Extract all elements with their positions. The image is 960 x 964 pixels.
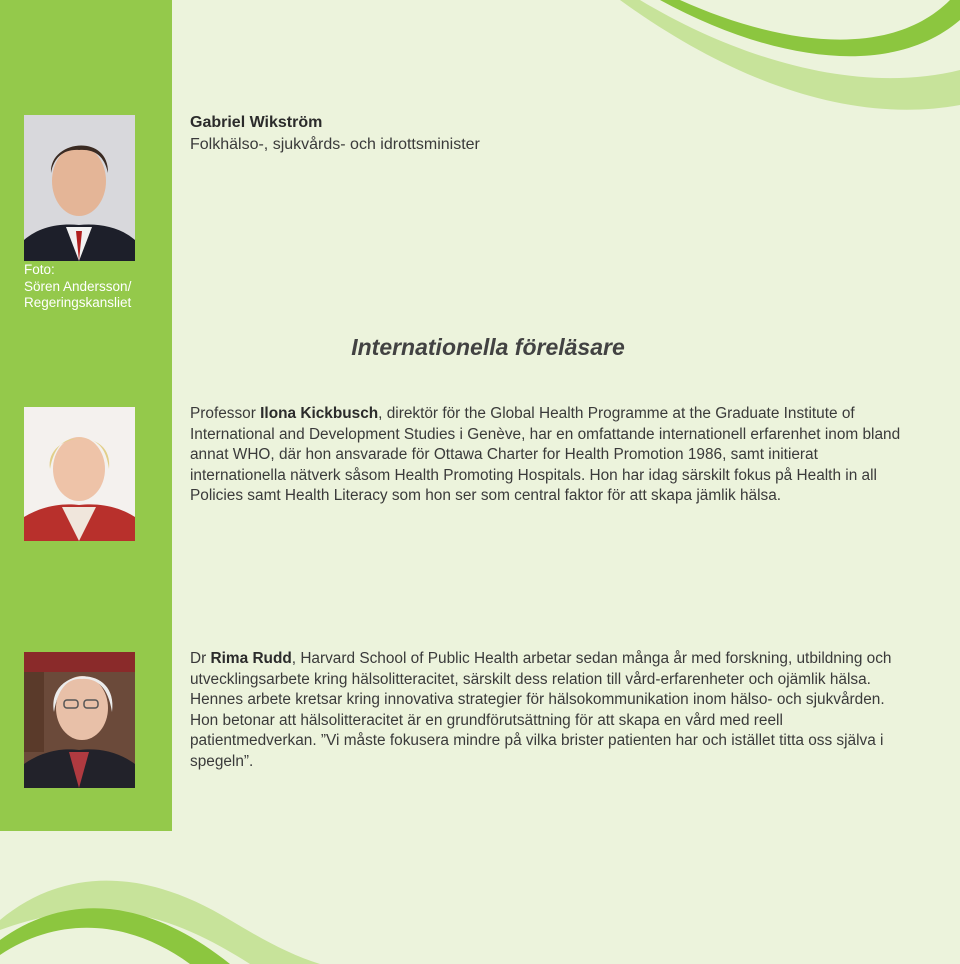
speaker-bio-rudd bbox=[190, 649, 902, 772]
speaker-prefix: Dr bbox=[190, 650, 211, 667]
speaker-prefix: Professor bbox=[190, 405, 261, 422]
speaker-bio-text: , Harvard School of Public Health arbetar sedan många år med forskning, utbildning och utvecklingsarbete kring hälsolitteracitet, särskilt dess relation till vård-erfarenheter och ojämlik hälsa. Hennes arbete kretsar kring innovativa strategier för hälsokommunikation inom hälso- och sjukvården. Hon betonar att hälsolitteracitet är en grundförutsättning för att skapa en vård med reell patientmedverkan. ”Vi måste fokusera mindre på vilka brister patienten har och istället titta oss själva i spegeln”. bbox=[190, 650, 892, 770]
speaker-name: Ilona Kickbusch bbox=[260, 405, 379, 422]
speaker-bio-text: , direktör för the Global Health Programme at the Graduate Institute of International and Development Studies i Genève, har en omfattande internationell erfarenhet inom bland annat WHO, där hon ansvarade för Ottawa Charter for Health Promotion 1986, samt initierat internationella nätverk såsom Health Promoting Hospitals. Hon har idag särskilt fokus på Health in all Policies samt Health Literacy som hon ser som central faktor för att skapa jämlik hälsa. bbox=[190, 405, 901, 504]
speaker-name: Rima Rudd bbox=[210, 650, 292, 667]
decorative-swoosh-top bbox=[620, 0, 960, 120]
minister-header bbox=[190, 112, 480, 156]
speaker-bio-kickbusch bbox=[190, 404, 902, 507]
photo-credit-line: Sören Andersson/ bbox=[24, 278, 132, 294]
decorative-swoosh-bottom bbox=[0, 860, 320, 964]
photo-credit bbox=[24, 262, 164, 312]
photo-credit-line: Foto: bbox=[24, 262, 55, 277]
speaker-photo-rudd bbox=[24, 652, 135, 788]
photo-credit-line: Regeringskansliet bbox=[24, 295, 132, 310]
minister-photo bbox=[24, 115, 135, 261]
speaker-photo-kickbusch bbox=[24, 407, 135, 541]
minister-title: Folkhälso-, sjukvårds- och idrottsminister bbox=[190, 136, 480, 153]
section-title: Internationella föreläsare bbox=[351, 334, 625, 360]
minister-name: Gabriel Wikström bbox=[190, 114, 323, 131]
